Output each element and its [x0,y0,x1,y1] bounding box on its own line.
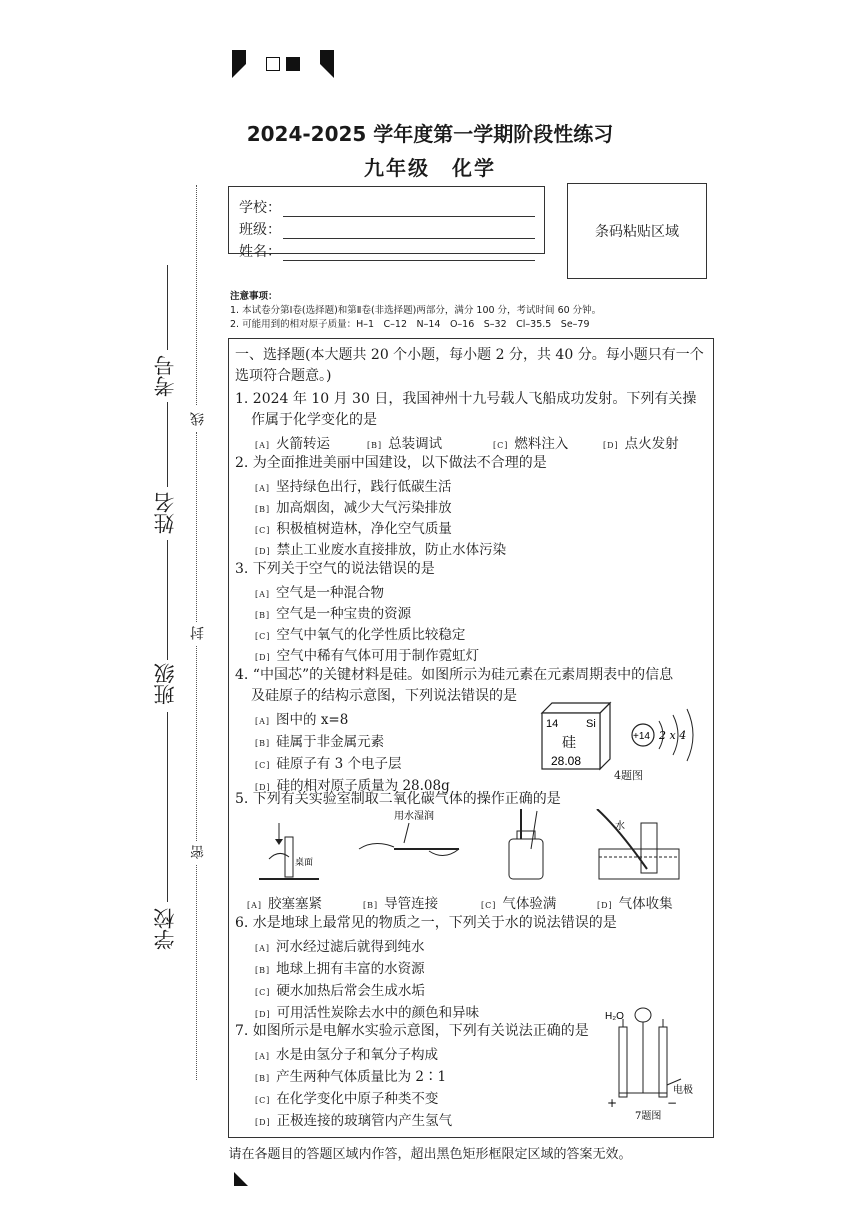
q5-option-b[interactable]: [B] 导管连接 [363,896,439,912]
student-info-box [228,186,545,260]
page-title: 2024-2025 学年度第一学期阶段性练习 [246,122,614,146]
q3-option-c[interactable]: [C] 空气中氧气的化学性质比较稳定 [255,627,466,643]
atomic-number: 14 [546,718,559,730]
electron-shells: 2 x 4 [659,729,687,742]
q6-option-d[interactable]: [D] 可用活性炭除去水中的颜色和异味 [255,1005,480,1021]
element-name: 硅 [562,735,576,751]
answer-region [228,338,714,1138]
class-field[interactable] [283,224,535,239]
q7-option-b[interactable]: [B] 产生两种气体质量比为 2∶1 [255,1069,447,1085]
q7-option-a[interactable]: [A] 水是由氢分子和氧分子构成 [255,1047,439,1063]
triangle-mark-icon [306,50,334,78]
seal-label: 封 [190,626,206,640]
q7-stem: 7. 如图所示是电解水实验示意图，下列有关说法正确的是 [235,1023,589,1039]
q5-stem: 5. 下列有关实验室制取二氧化碳气体的操作正确的是 [235,791,561,807]
name-row: 姓名： [239,241,535,261]
class-label: 班级 [153,663,177,705]
name-label: 姓名 [153,492,177,534]
q7-option-d[interactable]: [D] 正极连接的玻璃管内产生氢气 [255,1113,453,1129]
q5-option-d[interactable]: [D] 气体收集 [597,896,673,912]
gas-collection-figure [597,809,679,879]
h2o-label: H₂O [605,1011,624,1022]
q6-option-b[interactable]: [B] 地球上拥有丰富的水资源 [255,961,425,977]
electrode-label: 电极 [673,1085,693,1096]
school-label: 学校 [153,908,177,950]
gas-test-figure [509,809,543,879]
q1-stem-2: 作属于化学变化的是 [251,412,377,428]
q2-option-d[interactable]: [D] 禁止工业废水直接排放，防止水体污染 [255,542,507,558]
exam-no-label: 考号 [153,355,177,397]
q1-option-c[interactable]: [C] 燃料注入 [493,436,569,452]
q1-option-b[interactable]: [B] 总装调试 [367,436,443,452]
class-row: 班级： [239,219,535,239]
silicon-element-cell [534,701,614,771]
registration-marks [232,50,334,78]
tube-connection-figure [359,809,459,856]
q4-option-b[interactable]: [B] 硅属于非金属元素 [255,734,385,750]
table-label: 桌面 [295,858,314,868]
q1-option-d[interactable]: [D] 点火发射 [603,436,679,452]
corner-mark-icon [234,1172,248,1186]
electrolysis-apparatus [605,1003,711,1121]
page-subtitle: 九年级 化学 [364,156,496,180]
q4-option-c[interactable]: [C] 硅原子有 3 个电子层 [255,756,402,772]
q5-option-a[interactable]: [A] 胶塞塞紧 [247,896,323,912]
q2-option-a[interactable]: [A] 坚持绿色出行，践行低碳生活 [255,479,452,495]
q4-option-a[interactable]: [A] 图中的 x=8 [255,712,349,728]
q5-option-c[interactable]: [C] 气体验满 [481,896,557,912]
hollow-square-icon [266,57,280,71]
q6-stem: 6. 水是地球上最常见的物质之一，下列关于水的说法错误的是 [235,915,617,931]
filled-square-icon [286,57,300,71]
wet-label: 用水湿润 [394,811,434,822]
section-heading-1: 一、选择题(本大题共 20 个小题，每小题 2 分，共 40 分。每小题只有一个 [235,347,704,363]
section-heading-2: 选项符合题意。) [235,368,332,384]
triangle-mark-icon [232,50,260,78]
water-label: 水 [615,821,625,832]
q6-option-c[interactable]: [C] 硬水加热后常会生成水垢 [255,983,425,999]
q3-option-d[interactable]: [D] 空气中稀有气体可用于制作霓虹灯 [255,648,480,664]
seal-secret-label: 密 [190,845,206,859]
q3-stem: 3. 下列关于空气的说法错误的是 [235,561,435,577]
q1-stem: 1. 2024 年 10 月 30 日，我国神州十九号载人飞船成功发射。下列有关操 [235,391,697,407]
q3-option-a[interactable]: [A] 空气是一种混合物 [255,585,385,601]
footer-note: 请在各题目的答题区域内作答，超出黑色矩形框限定区域的答案无效。 [228,1147,632,1162]
figure-7-caption: 7题图 [635,1111,662,1121]
positive-label: + [607,1096,618,1110]
q6-option-a[interactable]: [A] 河水经过滤后就得到纯水 [255,939,425,955]
negative-label: − [667,1096,678,1110]
q2-stem: 2. 为全面推进美丽中国建设，以下做法不合理的是 [235,455,547,471]
q3-option-b[interactable]: [B] 空气是一种宝贵的资源 [255,606,412,622]
stopper-figure [259,823,319,879]
q4-stem-2: 及硅原子的结构示意图，下列说法错误的是 [251,688,517,704]
q4-stem: 4. “中国芯”的关键材料是硅。如图所示为硅元素在元素周期表中的信息 [235,667,674,683]
silicon-atom-diagram [629,707,709,767]
q7-option-c[interactable]: [C] 在化学变化中原子种类不变 [255,1091,439,1107]
q2-option-c[interactable]: [C] 积极植树造林，净化空气质量 [255,521,452,537]
q4-option-d[interactable]: [D] 硅的相对原子质量为 28.08g [255,778,450,794]
q2-option-b[interactable]: [B] 加高烟囱，减少大气污染排放 [255,500,452,516]
nucleus-charge: +14 [633,731,650,742]
q5-apparatus-figures [259,809,699,889]
q1-option-a[interactable]: [A] 火箭转运 [255,436,331,452]
name-field[interactable] [283,246,535,261]
element-symbol: Si [586,718,596,730]
figure-4-caption: 4题图 [614,769,643,782]
barcode-area: 条码粘贴区域 [567,183,707,279]
seal-line-label: 线 [190,412,206,426]
atomic-mass: 28.08 [551,754,582,768]
school-row: 学校： [239,197,535,217]
notes: 注意事项： 1. 本试卷分第Ⅰ卷(选择题)和第Ⅱ卷(非选择题)两部分，满分 100 分，考试时间 60 分钟。 2. 可能用到的相对原子质量：H–1 C–12 N–14 O–16 S–32 Cl–35.5 Se–79 [230,291,602,330]
binding-sidebar [0,0,230,1215]
school-field[interactable] [283,202,535,217]
